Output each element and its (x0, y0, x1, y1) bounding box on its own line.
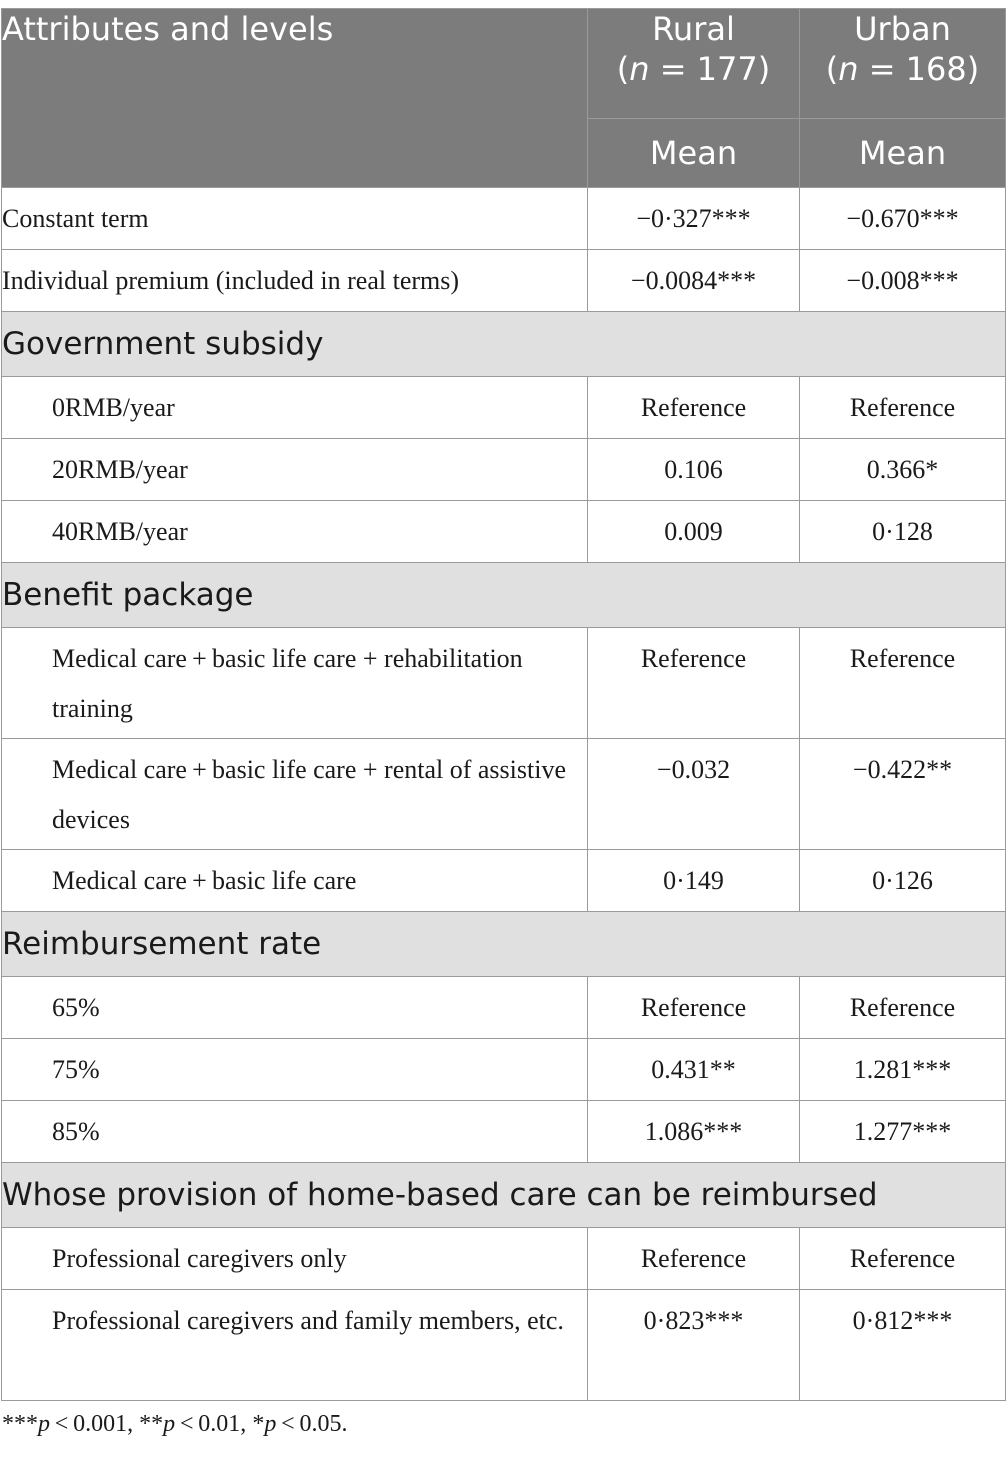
row-label: 85% (2, 1101, 588, 1163)
footnote-stars: *** (2, 1411, 38, 1437)
section-row (2, 912, 1006, 977)
urban-mean-value: Reference (800, 628, 1006, 739)
footnote-stars: * (252, 1411, 265, 1437)
rural-mean-value: −0.0084*** (588, 250, 800, 312)
row-label: Individual premium (included in real terms) (2, 250, 588, 312)
header-rural (588, 9, 800, 119)
section-title-reimbursement-rate: Reimbursement rate (2, 912, 1006, 977)
urban-mean-value: Reference (800, 377, 1006, 439)
table-row (2, 739, 1006, 850)
header-urban-label: Urban (854, 10, 951, 48)
footnote-p-var: p (38, 1411, 50, 1437)
row-label: Professional caregivers and family members, etc. (2, 1290, 588, 1401)
rural-mean-value: 0·823*** (588, 1290, 800, 1401)
rural-mean-value: Reference (588, 977, 800, 1039)
footnote-p-var: p (163, 1411, 176, 1437)
table-row (2, 439, 1006, 501)
section-title-benefit-package: Benefit package (2, 563, 1006, 628)
header-urban-n-var: n (838, 50, 859, 88)
rural-mean-value: −0.032 (588, 739, 800, 850)
header-rural-n-var: n (629, 50, 650, 88)
row-label: 75% (2, 1039, 588, 1101)
row-label: Professional caregivers only (2, 1228, 588, 1290)
header-rural-n-suffix: = 177) (649, 50, 771, 88)
rural-mean-value: 0.106 (588, 439, 800, 501)
table-row (2, 377, 1006, 439)
table-row (2, 850, 1006, 912)
table-row (2, 977, 1006, 1039)
footnote-threshold: < 0.05. (276, 1411, 348, 1437)
row-label: 40RMB/year (2, 501, 588, 563)
row-label: Constant term (2, 188, 588, 250)
urban-mean-value: 0.366* (800, 439, 1006, 501)
row-label: Medical care + basic life care (2, 850, 588, 912)
footnote-threshold: < 0.01, (175, 1411, 253, 1437)
header-urban-n-prefix: ( (825, 50, 839, 88)
table-row (2, 1290, 1006, 1401)
rural-mean-value: 0.431** (588, 1039, 800, 1101)
urban-mean-value: Reference (800, 977, 1006, 1039)
row-label: Medical care + basic life care + rehabilitation training (2, 628, 588, 739)
header-urban-n-suffix: = 168) (858, 50, 980, 88)
urban-mean-value: 0·126 (800, 850, 1006, 912)
table-row (2, 1101, 1006, 1163)
rural-mean-value: Reference (588, 1228, 800, 1290)
footnote-stars: ** (139, 1411, 164, 1437)
table-row (2, 628, 1006, 739)
header-rural-n-prefix: ( (616, 50, 630, 88)
header-urban (800, 9, 1006, 119)
rural-mean-value: 0·149 (588, 850, 800, 912)
header-urban-n (800, 49, 1005, 89)
footnote-p-var: p (264, 1411, 277, 1437)
urban-mean-value: 0·128 (800, 501, 1006, 563)
rural-mean-value: 0.009 (588, 501, 800, 563)
section-row (2, 312, 1006, 377)
urban-mean-value: −0.422** (800, 739, 1006, 850)
urban-mean-value: −0.670*** (800, 188, 1006, 250)
rural-mean-value: 1.086*** (588, 1101, 800, 1163)
table-row (2, 1039, 1006, 1101)
table-footnote (2, 1411, 347, 1438)
footnote-threshold: < 0.001, (50, 1411, 140, 1437)
header-urban-mean: Mean (800, 119, 1006, 188)
rural-mean-value: Reference (588, 628, 800, 739)
results-table (1, 8, 1006, 1401)
urban-mean-value: 1.277*** (800, 1101, 1006, 1163)
urban-mean-value: Reference (800, 1228, 1006, 1290)
table-row (2, 501, 1006, 563)
urban-mean-value: −0.008*** (800, 250, 1006, 312)
header-rural-label: Rural (652, 10, 735, 48)
table-row (2, 188, 1006, 250)
row-label: 65% (2, 977, 588, 1039)
header-rural-n (588, 49, 799, 89)
row-label: 20RMB/year (2, 439, 588, 501)
row-label: 0RMB/year (2, 377, 588, 439)
rural-mean-value: −0·327*** (588, 188, 800, 250)
section-title-government-subsidy: Government subsidy (2, 312, 1006, 377)
urban-mean-value: 1.281*** (800, 1039, 1006, 1101)
row-label: Medical care + basic life care + rental of assistive devices (2, 739, 588, 850)
section-row (2, 1163, 1006, 1228)
header-rural-mean: Mean (588, 119, 800, 188)
rural-mean-value: Reference (588, 377, 800, 439)
section-title-whose-provision: Whose provision of home-based care can be reimbursed (2, 1163, 1006, 1228)
urban-mean-value: 0·812*** (800, 1290, 1006, 1401)
section-row (2, 563, 1006, 628)
header-attributes-levels: Attributes and levels (2, 9, 588, 188)
table-row (2, 1228, 1006, 1290)
table-row (2, 250, 1006, 312)
